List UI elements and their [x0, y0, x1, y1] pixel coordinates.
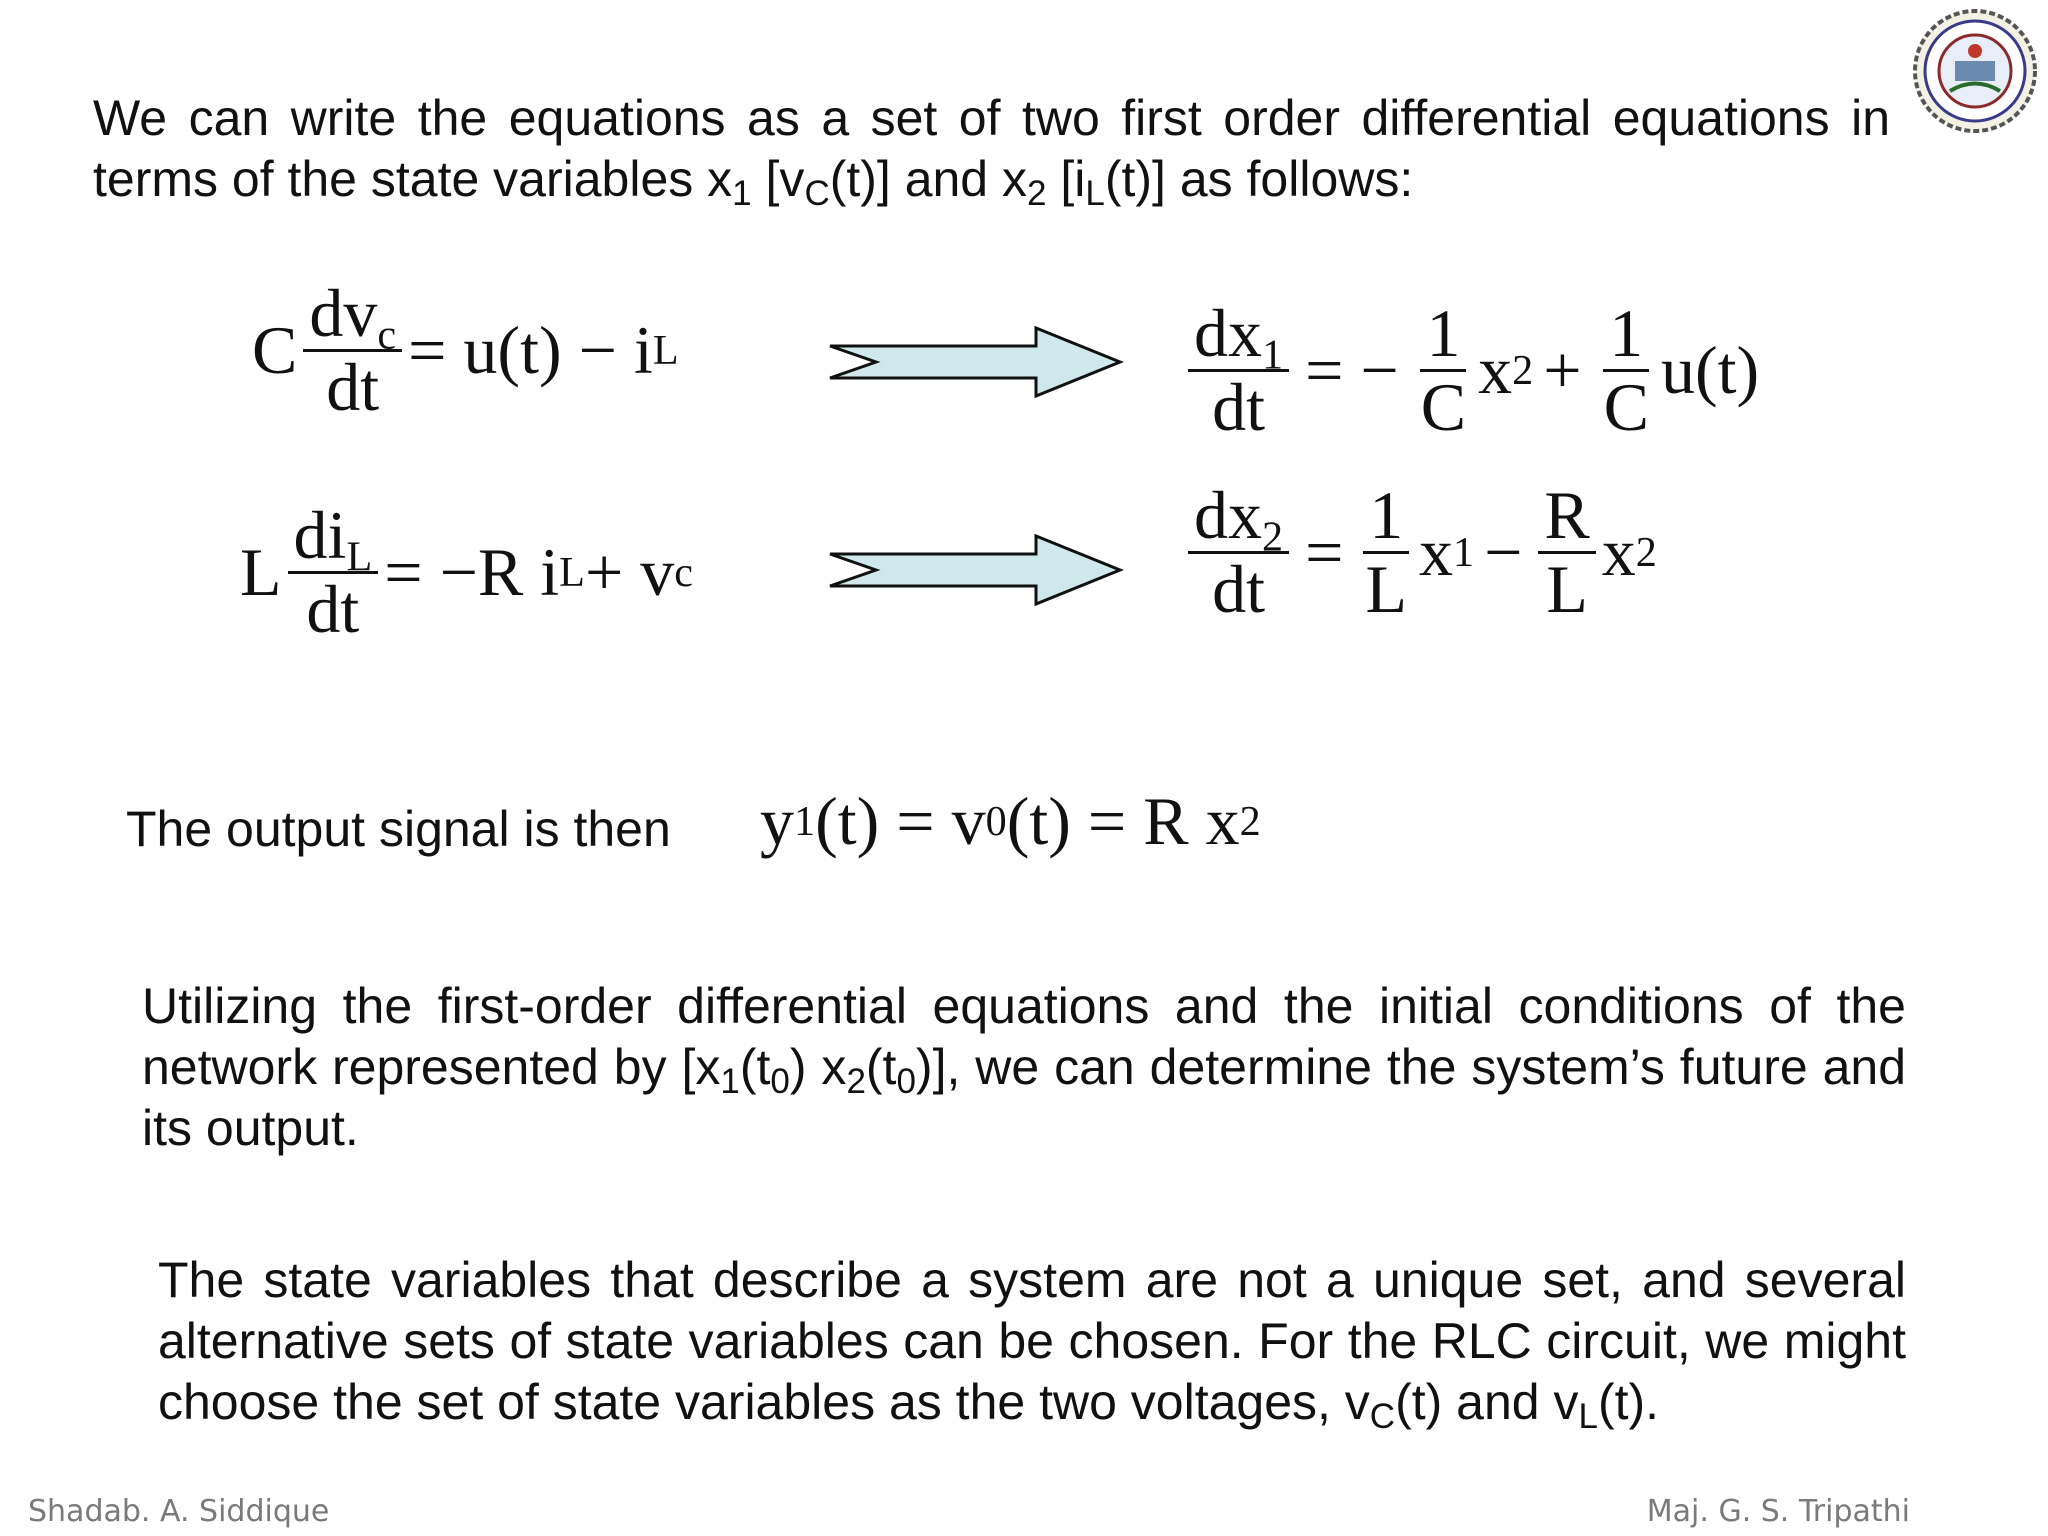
- equation-2-right: $\frac{dx_2}{dt}$ = $\frac{1}{L}$ x 1 − $\frac{R}{L}$ x 2: [1182, 480, 1657, 626]
- footer-author-right: Maj. G. S. Tripathi: [1646, 1494, 1910, 1529]
- fraction: $\frac{1}{C}$: [1420, 295, 1467, 446]
- output-equation: y 1 (t) = v 0 (t) = R x 2: [760, 783, 1261, 859]
- equation-1-left: C $\frac{dv_c}{dt}$ = u(t) − i L: [252, 275, 679, 426]
- initial-conditions-paragraph: Utilizing the first-order differential equations and the initial conditions of the network represented by [$x_1(t_0)$ $x_2(t_0)$], we can determine the system’s future and its output.: [142, 978, 1906, 1156]
- intro-paragraph: [93, 88, 1890, 213]
- fraction: $\frac{dx_2}{dt}$: [1188, 480, 1289, 626]
- fraction: $\frac{dx_1}{dt}$: [1188, 298, 1289, 444]
- intro-line-2: terms of the state variables $x_1$ $[v_C(t)]$ and $x_2$ $[i_L(t)]$ as follows:: [93, 151, 1414, 213]
- output-label: The output signal is then: [126, 801, 671, 857]
- fraction: $\frac{1}{L}$: [1359, 480, 1413, 626]
- state-variables-paragraph: The state variables that describe a system are not a unique set, and several alternative sets of state variables can be chosen. For the RLC circuit, we might choose the set of state variables as the two voltages, $v_C(t)$ and $v_L(t)$.: [158, 1252, 1906, 1436]
- fraction: $\frac{dv_c}{dt}$: [303, 278, 402, 424]
- fraction: $\frac{di_L}{dt}$: [288, 500, 379, 646]
- intro-line-1: We can write the equations as a set of two first order differential equations in: [93, 90, 1890, 146]
- equation-2-left: L $\frac{di_L}{dt}$ = −R i L + v c: [240, 497, 694, 648]
- equation-1-right: $\frac{dx_1}{dt}$ = − $\frac{1}{C}$ x 2 + $\frac{1}{C}$ u(t): [1182, 298, 1759, 444]
- right-arrow-icon: [826, 324, 1126, 405]
- footer-author-left: Shadab. A. Siddique: [28, 1494, 330, 1529]
- right-arrow-icon: [826, 532, 1126, 613]
- fraction: $\frac{1}{C}$: [1603, 295, 1649, 446]
- fraction: $\frac{R}{L}$: [1538, 480, 1595, 626]
- university-seal-icon: [1910, 6, 2040, 141]
